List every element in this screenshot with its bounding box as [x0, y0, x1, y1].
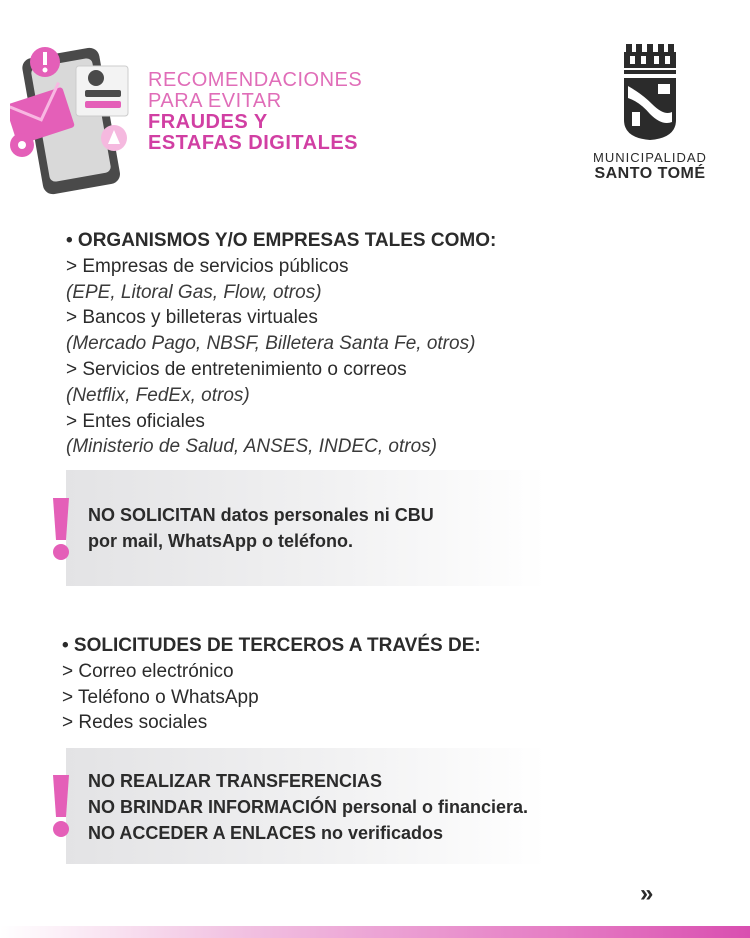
alert-box-no-realizar	[66, 748, 546, 864]
title-line-3: FRAUDES Y	[148, 111, 268, 133]
exclamation-icon	[50, 496, 72, 562]
alert-line: NO BRINDAR INFORMACIÓN personal o financiera.	[88, 797, 529, 817]
title-line-4: ESTAFAS DIGITALES	[148, 132, 358, 154]
section-organisms	[66, 228, 496, 460]
alert-line: por mail, WhatsApp o teléfono.	[88, 531, 353, 551]
alert-line: NO REALIZAR TRANSFERENCIAS	[88, 771, 383, 791]
logo-municipality: MUNICIPALIDAD	[593, 150, 707, 165]
title-line-2: PARA EVITAR	[148, 90, 282, 112]
list-item: > Correo electrónico	[62, 660, 234, 682]
next-page-icon[interactable]: »	[640, 880, 654, 907]
list-item: > Redes sociales	[62, 712, 208, 734]
alert-text	[88, 768, 528, 846]
list-item: > Servicios de entretenimiento o correos	[66, 358, 407, 380]
bottom-gradient-bar	[0, 926, 750, 938]
exclamation-icon	[50, 772, 72, 840]
list-item: > Entes oficiales	[66, 410, 205, 432]
phone-fraud-illustration	[10, 40, 140, 195]
list-item: > Bancos y billeteras virtuales	[66, 307, 318, 329]
alert-box-no-solicitan	[66, 470, 546, 586]
list-item-detail: (Netflix, FedEx, otros)	[66, 384, 250, 406]
list-item: > Empresas de servicios públicos	[66, 255, 349, 277]
coat-of-arms-icon	[622, 42, 678, 142]
list-item-detail: (Mercado Pago, NBSF, Billetera Santa Fe, otros)	[66, 333, 476, 355]
alert-line: NO SOLICITAN datos personales ni CBU	[88, 505, 434, 525]
page-title	[148, 70, 362, 154]
title-line-1: RECOMENDACIONES	[148, 69, 363, 91]
alert-text	[88, 502, 434, 554]
alert-line: NO ACCEDER A ENLACES no verificados	[88, 823, 444, 843]
list-item: > Teléfono o WhatsApp	[62, 686, 259, 708]
section-organisms-heading: • ORGANISMOS Y/O EMPRESAS TALES COMO:	[66, 230, 497, 251]
municipality-logo	[585, 42, 715, 183]
logo-city-name: SANTO TOMÉ	[594, 165, 706, 182]
section-third-parties-heading: • SOLICITUDES DE TERCEROS A TRAVÉS DE:	[62, 635, 481, 656]
list-item-detail: (Ministerio de Salud, ANSES, INDEC, otros)	[66, 436, 437, 458]
list-item-detail: (EPE, Litoral Gas, Flow, otros)	[66, 281, 322, 303]
section-third-parties	[62, 633, 481, 736]
